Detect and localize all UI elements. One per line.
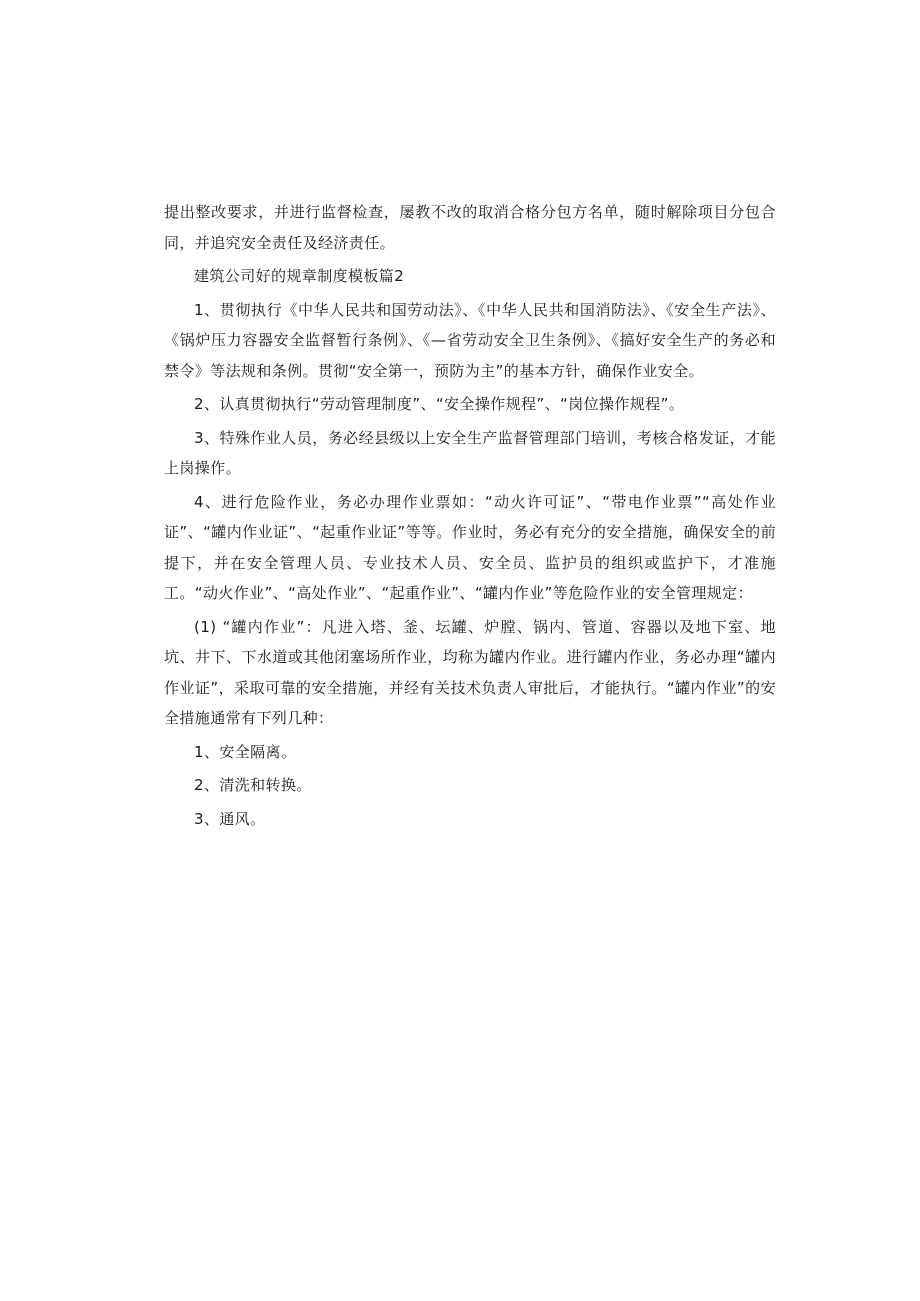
paragraph-item-3: 3、特殊作业人员，务必经县级以上安全生产监督管理部门培训，考核合格发证，才能上岗操作。: [164, 428, 776, 477]
paragraph-item-2: 2、认真贯彻执行“劳动管理制度”、“安全操作规程”、“岗位操作规程”。: [194, 395, 685, 413]
paragraph-subitem-1: (1) “罐内作业”：凡进入塔、釜、坛罐、炉膛、锅内、管道、容器以及地下室、地坑、井下、下水道或其他闭塞场所作业，均称为罐内作业。进行罐内作业，务必办理“罐内作业证”，采取可靠的安全措施，并经有关技术负责人审批后，才能执行。“罐内作业”的安全措施通常有下列几种：: [164, 617, 776, 727]
section-heading: 建筑公司好的规章制度模板篇2: [194, 267, 405, 285]
paragraph-continuation: 提出整改要求，并进行监督检查，屡教不改的取消合格分包方名单，随时解除项目分包合同，并追究安全责任及经济责任。: [164, 203, 776, 252]
paragraph-item-1: 1、贯彻执行《中华人民共和国劳动法》、《中华人民共和国消防法》、《安全生产法》、《锅炉压力容器安全监督暂行条例》、《—省劳动安全卫生条例》、《搞好安全生产的务必和禁令》等法规和条例。贯彻“安全第一，预防为主”的基本方针，确保作业安全。: [164, 300, 776, 380]
paragraph-item-4: 4、进行危险作业，务必办理作业票如：“动火许可证”、“带电作业票”“高处作业证”、“罐内作业证”、“起重作业证”等等。作业时，务必有充分的安全措施，确保安全的前提下，并在安全管理人员、专业技术人员、安全员、监护员的组织或监护下，才准施工。“动火作业”、“高处作业”、“起重作业”、“罐内作业”等危险作业的安全管理规定：: [164, 492, 776, 602]
document-page: [164, 197, 776, 837]
list-item-cleaning: 2、清洗和转换。: [194, 776, 312, 794]
list-item-isolation: 1、安全隔离。: [194, 742, 297, 761]
list-item-ventilation: 3、通风。: [194, 809, 266, 828]
